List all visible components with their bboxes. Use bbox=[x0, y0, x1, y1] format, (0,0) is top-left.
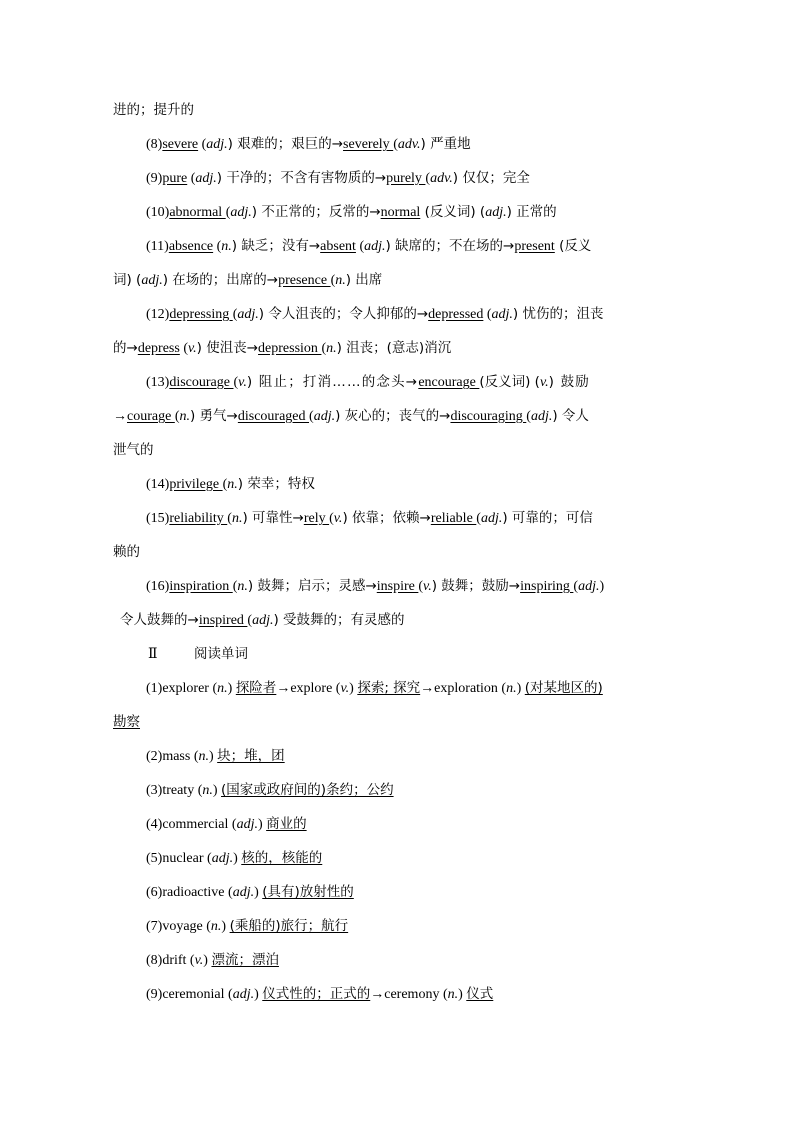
definition: ) 鼓励 bbox=[548, 374, 590, 390]
answer-word: discouraged bbox=[237, 409, 310, 424]
answer-meaning: (对某地区的) bbox=[524, 680, 603, 696]
item-number: (12) bbox=[146, 307, 170, 322]
text-segment: ) bbox=[254, 885, 263, 900]
vocab-item bbox=[146, 168, 794, 189]
definition: ) 艰难的；艰巨的→ bbox=[227, 136, 344, 152]
part-of-speech: adj. bbox=[232, 987, 255, 1002]
answer-word: encourage bbox=[418, 375, 480, 390]
text-segment: ( bbox=[225, 205, 231, 220]
part-of-speech: adj. bbox=[485, 205, 507, 220]
vocab-item-continued bbox=[113, 338, 794, 359]
answer-meaning: 探险者 bbox=[235, 680, 277, 696]
answer-meaning: 漂流；漂泊 bbox=[211, 952, 279, 968]
text-segment: ( bbox=[329, 511, 334, 526]
definition: ) 鼓舞；鼓励→ bbox=[431, 578, 521, 594]
part-of-speech: n. bbox=[506, 681, 517, 696]
text-segment: →ceremony ( bbox=[370, 987, 448, 1002]
part-of-speech: adv. bbox=[397, 137, 421, 152]
vocab-item bbox=[146, 236, 794, 257]
item-word: (4)commercial ( bbox=[146, 817, 237, 832]
text-segment: ) bbox=[209, 749, 218, 764]
text-segment: ) bbox=[233, 851, 242, 866]
part-of-speech: v. bbox=[238, 375, 247, 390]
part-of-speech: adj. bbox=[313, 409, 336, 424]
answer-word: reliability bbox=[169, 511, 228, 526]
definition: ) 灰心的；丧气的→ bbox=[335, 408, 451, 424]
vocab-item-continued bbox=[113, 440, 794, 461]
part-of-speech: adj. bbox=[578, 579, 600, 594]
part-of-speech: n. bbox=[447, 987, 459, 1002]
section-title: 阅读单词 bbox=[194, 646, 248, 662]
definition: ) 可靠性→ bbox=[242, 510, 304, 526]
answer-word: discouraging bbox=[450, 409, 527, 424]
vocab-item bbox=[146, 576, 794, 597]
text-segment: ) bbox=[212, 783, 222, 798]
answer-word: absence bbox=[168, 239, 214, 254]
part-of-speech: v. bbox=[340, 681, 350, 696]
text-segment: ( bbox=[425, 171, 431, 186]
text-segment: ( bbox=[321, 341, 327, 356]
item-number: (15) bbox=[146, 511, 170, 526]
vocab-item bbox=[146, 678, 794, 699]
text-segment: ) bbox=[516, 681, 525, 696]
vocab-item bbox=[146, 372, 794, 393]
vocab-item bbox=[146, 304, 794, 325]
part-of-speech: n. bbox=[237, 579, 248, 594]
definition: ) 可靠的；可信 bbox=[502, 510, 593, 526]
item-number: (9) bbox=[146, 171, 163, 186]
answer-word: depress bbox=[137, 341, 180, 356]
definition: ) 荣幸；特权 bbox=[237, 476, 315, 492]
answer-word: presence bbox=[278, 273, 331, 288]
part-of-speech: n. bbox=[231, 511, 243, 526]
part-of-speech: adj. bbox=[237, 307, 259, 322]
part-of-speech: adj. bbox=[252, 613, 274, 628]
item-number: (16) bbox=[146, 579, 170, 594]
definition: ) 鼓舞；启示；灵感→ bbox=[247, 578, 377, 594]
text-segment: ) bbox=[458, 987, 467, 1002]
vocab-item bbox=[146, 814, 794, 835]
text-segment: ) bbox=[227, 681, 236, 696]
text-segment: →exploration ( bbox=[420, 681, 507, 696]
text-segment: ( bbox=[227, 511, 232, 526]
part-of-speech: adj. bbox=[491, 307, 513, 322]
text-segment: 的→ bbox=[113, 340, 138, 356]
text-segment: ( bbox=[232, 579, 238, 594]
vocab-item bbox=[146, 848, 794, 869]
definition: ) 使沮丧→ bbox=[196, 340, 259, 356]
answer-meaning: 商业的 bbox=[266, 816, 307, 832]
answer-word: inspired bbox=[198, 613, 248, 628]
text-segment: ) bbox=[349, 681, 358, 696]
definition: ) 严重地 bbox=[420, 136, 471, 152]
definition: ) 令人 bbox=[552, 408, 589, 424]
text-segment: →explore ( bbox=[276, 681, 341, 696]
vocab-item bbox=[146, 984, 794, 1005]
vocab-item bbox=[146, 950, 794, 971]
vocab-item bbox=[146, 134, 794, 155]
vocab-item bbox=[146, 780, 794, 801]
item-number: (13) bbox=[146, 375, 170, 390]
text-segment: (反义 bbox=[554, 238, 592, 254]
part-of-speech: adj. bbox=[195, 171, 217, 186]
text-segment: ( bbox=[526, 409, 531, 424]
part-of-speech: adj. bbox=[480, 511, 503, 526]
section-heading bbox=[148, 644, 794, 665]
answer-meaning: 仪式性的；正式的 bbox=[262, 986, 371, 1002]
text-segment: ( bbox=[247, 613, 253, 628]
text-segment: ) bbox=[203, 953, 212, 968]
item-word: (9)ceremonial ( bbox=[146, 987, 233, 1002]
text-segment: 赖的 bbox=[113, 544, 140, 560]
answer-meaning: 块；堆，团 bbox=[217, 748, 285, 764]
text-segment: ( bbox=[483, 307, 492, 322]
text-segment: ( bbox=[198, 137, 207, 152]
vocab-item bbox=[146, 474, 794, 495]
text-segment: ( bbox=[187, 171, 196, 186]
part-of-speech: adj. bbox=[530, 409, 553, 424]
answer-word: present bbox=[514, 239, 555, 254]
vocab-item-continued bbox=[113, 712, 794, 733]
item-number: (11) bbox=[146, 239, 169, 254]
item-word: (5)nuclear ( bbox=[146, 851, 212, 866]
answer-word: depressing bbox=[169, 307, 233, 322]
text-segment: ( bbox=[179, 341, 188, 356]
item-number: (14) bbox=[146, 477, 170, 492]
part-of-speech: n. bbox=[179, 409, 190, 424]
definition: ) 阻止；打消……的念头→ bbox=[246, 374, 419, 390]
answer-meaning: 勘察 bbox=[113, 714, 140, 730]
part-of-speech: n. bbox=[198, 749, 209, 764]
answer-word: discourage bbox=[169, 375, 234, 390]
part-of-speech: n. bbox=[217, 681, 228, 696]
part-of-speech: adv. bbox=[430, 171, 453, 186]
text-segment: ( bbox=[222, 477, 228, 492]
text-segment: ( bbox=[393, 137, 398, 152]
definition: ) 缺乏；没有→ bbox=[231, 238, 321, 254]
item-word: (8)drift ( bbox=[146, 953, 195, 968]
text-segment: ( bbox=[355, 239, 365, 254]
part-of-speech: adj. bbox=[236, 817, 258, 832]
definition: ) 依靠；依赖→ bbox=[342, 510, 431, 526]
answer-word: rely bbox=[303, 511, 330, 526]
answer-word: inspiration bbox=[169, 579, 233, 594]
definition: ) 干净的；不含有害物质的→ bbox=[216, 170, 387, 186]
vocab-item-continued bbox=[113, 406, 794, 427]
item-word: (3)treaty ( bbox=[146, 783, 203, 798]
item-word: (7)voyage ( bbox=[146, 919, 211, 934]
part-of-speech: adj. bbox=[206, 137, 228, 152]
answer-word: courage bbox=[127, 409, 175, 424]
part-of-speech: adj. bbox=[230, 205, 252, 220]
answer-meaning: (具有)放射性的 bbox=[262, 884, 354, 900]
text-segment: (反义词) ( bbox=[479, 374, 540, 390]
text-segment: ( bbox=[232, 307, 238, 322]
vocab-item bbox=[146, 882, 794, 903]
answer-word: severely bbox=[343, 137, 394, 152]
answer-word: purely bbox=[386, 171, 426, 186]
part-of-speech: v. bbox=[187, 341, 197, 356]
answer-word: severe bbox=[162, 137, 199, 152]
part-of-speech: n. bbox=[227, 477, 238, 492]
answer-word: depression bbox=[258, 341, 322, 356]
definition: 令人鼓舞的→ bbox=[120, 612, 199, 628]
part-of-speech: v. bbox=[333, 511, 343, 526]
definition: ) 缺席的；不在场的→ bbox=[385, 238, 515, 254]
text-segment: ) bbox=[599, 579, 605, 594]
text-segment: 进的；提升的 bbox=[113, 102, 194, 118]
item-word: (1)explorer ( bbox=[146, 681, 218, 696]
vocab-item bbox=[146, 508, 794, 529]
text-segment: ) bbox=[254, 987, 263, 1002]
part-of-speech: n. bbox=[210, 919, 222, 934]
answer-word: depressed bbox=[428, 307, 484, 322]
answer-meaning: 核的，核能的 bbox=[241, 850, 323, 866]
part-of-speech: n. bbox=[202, 783, 213, 798]
text-segment: ) bbox=[257, 817, 267, 832]
definition: ) 勇气→ bbox=[189, 408, 238, 424]
section-number: Ⅱ bbox=[148, 647, 158, 662]
answer-word: absent bbox=[320, 239, 356, 254]
item-number: (8) bbox=[146, 137, 163, 152]
definition: ) 正常的 bbox=[506, 204, 557, 220]
definition: ) 不正常的；反常的→ bbox=[251, 204, 381, 220]
text-segment: 泄气的 bbox=[113, 442, 154, 458]
part-of-speech: v. bbox=[539, 375, 549, 390]
part-of-speech: v. bbox=[423, 579, 432, 594]
answer-word: normal bbox=[380, 205, 421, 220]
vocab-item bbox=[146, 202, 794, 223]
text-segment: ( bbox=[213, 239, 222, 254]
answer-meaning: 探索; 探究 bbox=[357, 680, 421, 696]
definition: ) 受鼓舞的；有灵感的 bbox=[273, 612, 405, 628]
item-word: (6)radioactive ( bbox=[146, 885, 233, 900]
vocab-item-continued bbox=[113, 270, 794, 291]
answer-meaning: (国家或政府间的)条约；公约 bbox=[221, 782, 394, 798]
part-of-speech: adj. bbox=[364, 239, 386, 254]
vocab-item-continued bbox=[113, 542, 794, 563]
definition: ) 令人沮丧的；令人抑郁的→ bbox=[258, 306, 429, 322]
text-segment: ( bbox=[330, 273, 336, 288]
answer-word: inspire bbox=[376, 579, 419, 594]
part-of-speech: v. bbox=[194, 953, 204, 968]
part-of-speech: adj. bbox=[232, 885, 255, 900]
text-segment: ( bbox=[418, 579, 424, 594]
answer-word: abnormal bbox=[169, 205, 226, 220]
definition: ) 出席 bbox=[345, 272, 383, 288]
answer-word: pure bbox=[162, 171, 188, 186]
item-number: (10) bbox=[146, 205, 170, 220]
item-word: (2)mass ( bbox=[146, 749, 199, 764]
text-segment: ) bbox=[221, 919, 230, 934]
text-segment: ( bbox=[174, 409, 180, 424]
answer-meaning: (乘船的)旅行；航行 bbox=[229, 918, 349, 934]
part-of-speech: n. bbox=[335, 273, 346, 288]
text-segment: ( bbox=[233, 375, 239, 390]
answer-meaning: 仪式 bbox=[466, 986, 494, 1002]
vocab-item bbox=[146, 916, 794, 937]
part-of-speech: n. bbox=[326, 341, 337, 356]
text-segment: ( bbox=[309, 409, 314, 424]
part-of-speech: n. bbox=[221, 239, 232, 254]
answer-word: reliable bbox=[430, 511, 477, 526]
definition: ) 仅仅；完全 bbox=[452, 170, 530, 186]
definition: ) 在场的；出席的→ bbox=[162, 272, 279, 288]
part-of-speech: adj. bbox=[211, 851, 234, 866]
text-segment: ( bbox=[476, 511, 481, 526]
text-segment: ( bbox=[573, 579, 579, 594]
text-segment: (反义词) ( bbox=[420, 204, 486, 220]
vocab-item-continued bbox=[120, 610, 794, 631]
text-segment: → bbox=[113, 409, 127, 424]
part-of-speech: adj. bbox=[141, 273, 163, 288]
text-segment: 词) ( bbox=[113, 272, 142, 288]
definition: ) 沮丧；(意志)消沉 bbox=[336, 340, 452, 356]
answer-word: inspiring bbox=[520, 579, 574, 594]
vocab-item bbox=[146, 746, 794, 767]
text-line bbox=[113, 100, 794, 121]
answer-word: privilege bbox=[169, 477, 223, 492]
definition: ) 忧伤的；沮丧 bbox=[512, 306, 604, 322]
